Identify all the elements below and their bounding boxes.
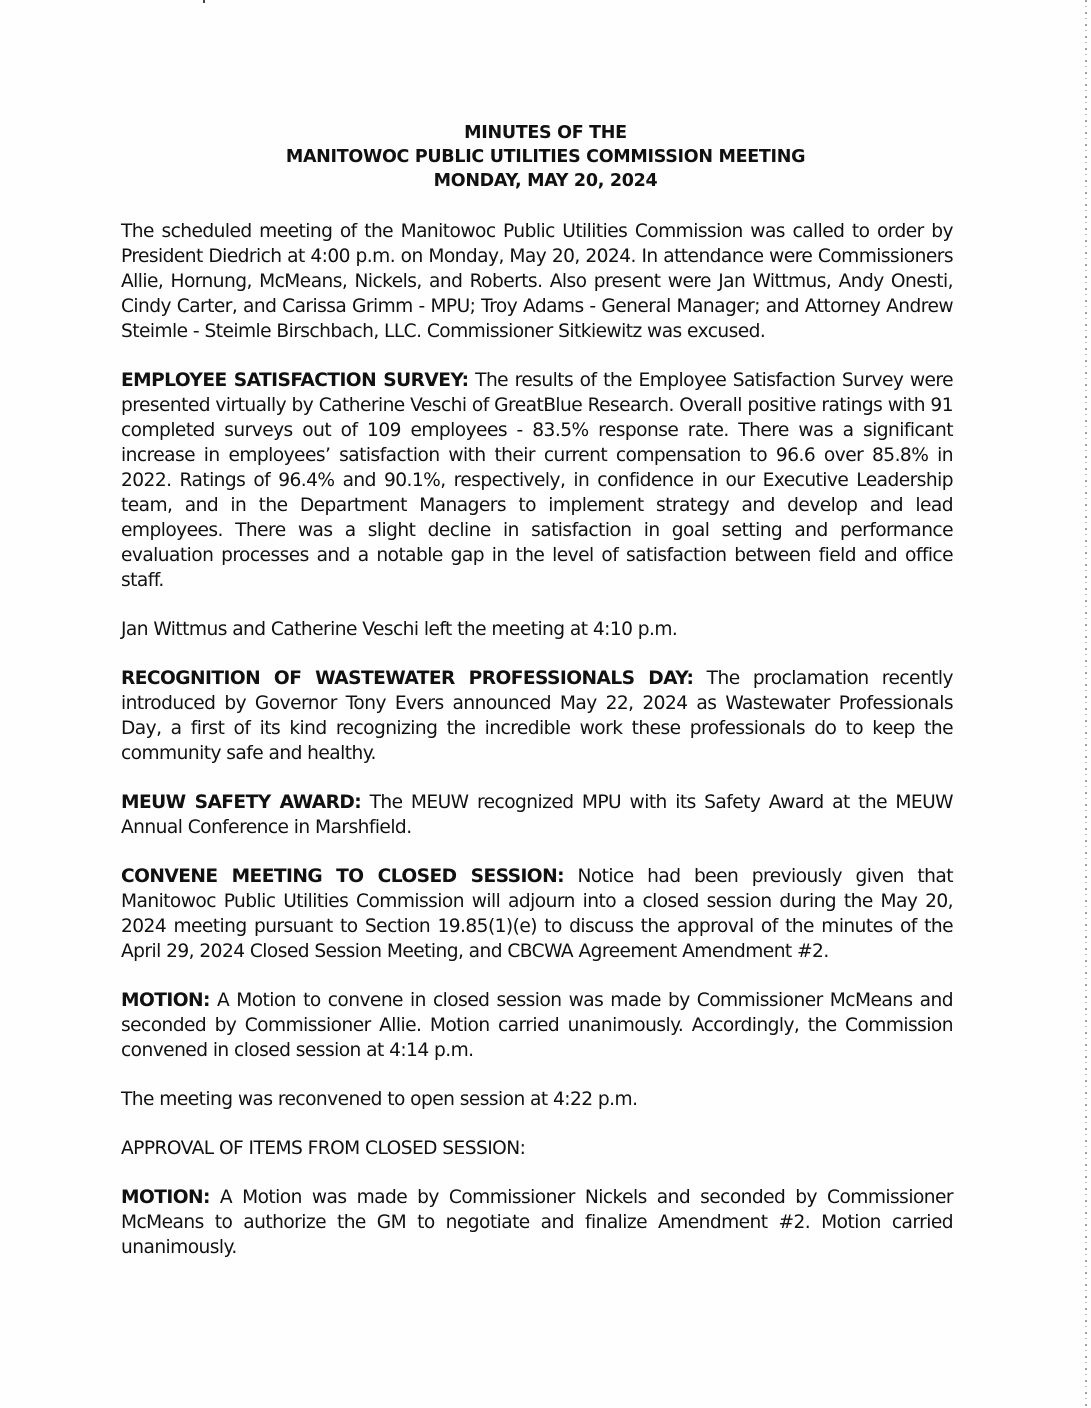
paragraph-text: The scheduled meeting of the Manitowoc Public Utilities Commission was called to order by President Diedrich at 4:00 p.m. on Monday, May 20, 2024. In attendance were Commissioners Allie, Hornung, McMeans, Nickels, and Roberts. Also present were Jan Wittmus, Andy Onesti, Cindy Carter, and Carissa Grimm - MPU; Troy Adams - General Manager; and Attorney Andrew Steimle - Steimle Birschbach, LLC. Commissioner Sitkiewitz was excused. <box>121 221 953 342</box>
paragraph-motion-closed-session <box>121 988 953 1063</box>
section-heading: CONVENE MEETING TO CLOSED SESSION: <box>121 866 564 887</box>
section-heading: MEUW SAFETY AWARD: <box>121 792 362 813</box>
minutes-body <box>121 219 953 1284</box>
paragraph-wastewater-professionals-day <box>121 666 953 766</box>
paragraph-meuw-safety-award <box>121 790 953 840</box>
title-line-1: MINUTES OF THE <box>464 123 627 143</box>
paragraph-text: The proclamation recently introduced by Governor Tony Evers announced May 22, 2024 as Wastewater Professionals Day, a first of its kind recognizing the incredible work these professionals do to keep the community safe and healthy. <box>121 668 953 764</box>
document-title <box>0 121 1091 193</box>
paragraph-motion-amendment <box>121 1185 953 1260</box>
paragraph-text: Jan Wittmus and Catherine Veschi left the meeting at 4:10 p.m. <box>121 619 678 640</box>
paragraph-text: A Motion was made by Commissioner Nickels and seconded by Commissioner McMeans to authorize the GM to negotiate and finalize Amendment #2. Motion carried unanimously. <box>121 1187 953 1258</box>
scan-artifact <box>203 0 205 3</box>
paragraph-approval-heading <box>121 1136 953 1161</box>
paragraph-text: Notice had been previously given that Manitowoc Public Utilities Commission will adjourn into a closed session during the May 20, 2024 meeting pursuant to Section 19.85(1)(e) to discuss the approval of the minutes of the April 29, 2024 Closed Session Meeting, and CBCWA Agreement Amendment #2. <box>121 866 953 962</box>
paragraph-text: A Motion to convene in closed session was made by Commissioner McMeans and seconded by Commissioner Allie. Motion carried unanimously. Accordingly, the Commission convened in closed session at 4:14 p.m. <box>121 990 953 1061</box>
section-heading: APPROVAL OF ITEMS FROM CLOSED SESSION: <box>121 1138 526 1159</box>
section-heading: EMPLOYEE SATISFACTION SURVEY: <box>121 370 469 391</box>
paragraph-departure <box>121 617 953 642</box>
section-heading: RECOGNITION OF WASTEWATER PROFESSIONALS DAY: <box>121 668 694 689</box>
paragraph-employee-satisfaction-survey <box>121 368 953 593</box>
title-line-3-date: MONDAY, MAY 20, 2024 <box>433 171 658 191</box>
paragraph-convene-closed-session <box>121 864 953 964</box>
title-line-2: MANITOWOC PUBLIC UTILITIES COMMISSION MEETING <box>285 147 806 167</box>
paragraph-text: The MEUW recognized MPU with its Safety Award at the MEUW Annual Conference in Marshfield. <box>121 792 953 838</box>
paragraph-text: The meeting was reconvened to open session at 4:22 p.m. <box>121 1089 638 1110</box>
section-heading: MOTION: <box>121 990 210 1011</box>
scan-edge-artifact <box>1085 0 1087 1408</box>
paragraph-call-to-order <box>121 219 953 344</box>
paragraph-text: The results of the Employee Satisfaction Survey were presented virtually by Catherine Veschi of GreatBlue Research. Overall positive ratings with 91 completed surveys out of 109 employees - 83.5% response rate. There was a significant increase in employees’ satisfaction with their current compensation to 96.6 over 85.8% in 2022. Ratings of 96.4% and 90.1%, respectively, in confidence in our Executive Leadership team, and in the Department Managers to implement strategy and develop and lead employees. There was a slight decline in satisfaction in goal setting and performance evaluation processes and a notable gap in the level of satisfaction between field and office staff. <box>121 370 953 591</box>
section-heading: MOTION: <box>121 1187 210 1208</box>
paragraph-reconvened <box>121 1087 953 1112</box>
